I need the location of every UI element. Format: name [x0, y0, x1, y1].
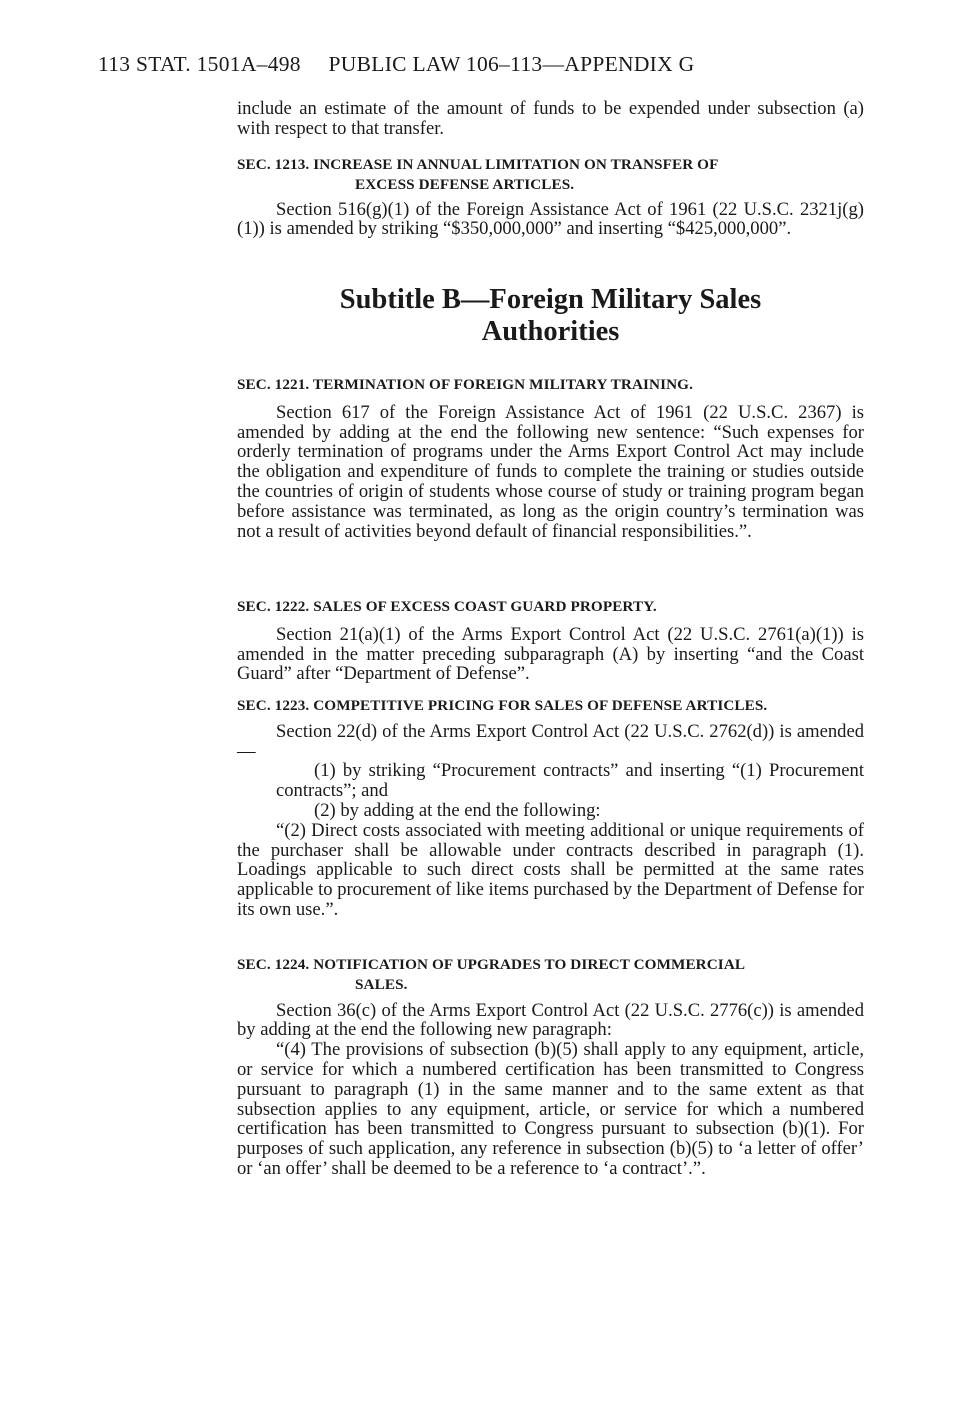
- list-item: (2) by adding at the end the following:: [314, 799, 601, 821]
- section-1221: [237, 375, 864, 541]
- section-body: Section 21(a)(1) of the Arms Export Control Act (22 U.S.C. 2761(a)(1)) is amended in the matter preceding subparagraph (A) by inserting “and the Coast Guard” after “Department of Defense”.: [237, 623, 864, 685]
- quoted-paragraph: “(4) The provisions of subsection (b)(5) shall apply to any equipment, article, or service for which a numbered certification has been transmitted to Congress pursuant to paragraph (1) in the same manner and to the same extent as that subsection applies to any equipment, article, or service for which a numbered certification has been transmitted to Congress pursuant to subsection (b)(1). For purposes of such application, any reference in subsection (b)(5) to ‘a letter of offer’ or ‘an offer’ shall be deemed to be a reference to ‘a contract’.”.: [237, 1039, 864, 1179]
- section-body: Section 36(c) of the Arms Export Control Act (22 U.S.C. 2776(c)) is amended by adding at the end the following new paragraph:: [237, 999, 864, 1041]
- section-1224: [237, 955, 864, 1179]
- subtitle-line: Subtitle B—Foreign Military Sales: [339, 284, 762, 315]
- section-body: Section 22(d) of the Arms Export Control Act (22 U.S.C. 2762(d)) is amended—: [237, 720, 864, 762]
- section-heading: SEC. 1221. TERMINATION OF FOREIGN MILITARY TRAINING.: [237, 376, 693, 393]
- section-body: Section 617 of the Foreign Assistance Act of 1961 (22 U.S.C. 2367) is amended by adding at the end the following new sentence: “Such expenses for orderly termination of programs under the Arms Export Control Act may include the obligation and expenditure of funds to complete the training or studies outside the countries of origin of students whose course of study or training program began before assistance was terminated, as long as the origin country’s termination was not a result of activities beyond default of financial responsibilities.”.: [237, 401, 864, 542]
- heading-line: SEC. 1224. NOTIFICATION OF UPGRADES TO DIRECT COMMERCIAL: [237, 956, 746, 973]
- section-heading: SEC. 1222. SALES OF EXCESS COAST GUARD PROPERTY.: [237, 598, 657, 615]
- statute-citation: 113 STAT. 1501A–498: [98, 52, 301, 76]
- running-header: [98, 52, 716, 77]
- section-heading: [237, 955, 864, 995]
- subtitle-line: Authorities: [481, 316, 620, 347]
- public-law-title: PUBLIC LAW 106–113—APPENDIX G: [328, 52, 695, 76]
- heading-line: SALES.: [355, 975, 408, 993]
- heading-line: SEC. 1213. INCREASE IN ANNUAL LIMITATION ON TRANSFER OF: [237, 156, 719, 173]
- section-heading: SEC. 1223. COMPETITIVE PRICING FOR SALES OF DEFENSE ARTICLES.: [237, 697, 768, 714]
- section-body: Section 516(g)(1) of the Foreign Assistance Act of 1961 (22 U.S.C. 2321j(g)(1)) is amended by striking “$350,000,000” and inserting “$425,000,000”.: [237, 198, 864, 240]
- section-heading: [237, 155, 864, 195]
- intro-block: [237, 99, 864, 139]
- quoted-paragraph: “(2) Direct costs associated with meeting additional or unique requirements of the purchaser shall be allowable under contracts described in paragraph (1). Loadings applicable to such direct costs shall be permitted at the same rates applicable to procurement of like items purchased by the Department of Defense for its own use.”.: [237, 819, 864, 920]
- section-1213: [237, 155, 864, 239]
- list-item: (1) by striking “Procurement contracts” and inserting “(1) Procurement contracts”; and: [276, 760, 864, 802]
- section-1222: [237, 597, 864, 684]
- intro-paragraph: include an estimate of the amount of funds to be expended under subsection (a) with respect to that transfer.: [237, 98, 864, 139]
- section-1223: [237, 696, 864, 920]
- subtitle-heading: [237, 284, 864, 348]
- heading-line: EXCESS DEFENSE ARTICLES.: [355, 175, 575, 193]
